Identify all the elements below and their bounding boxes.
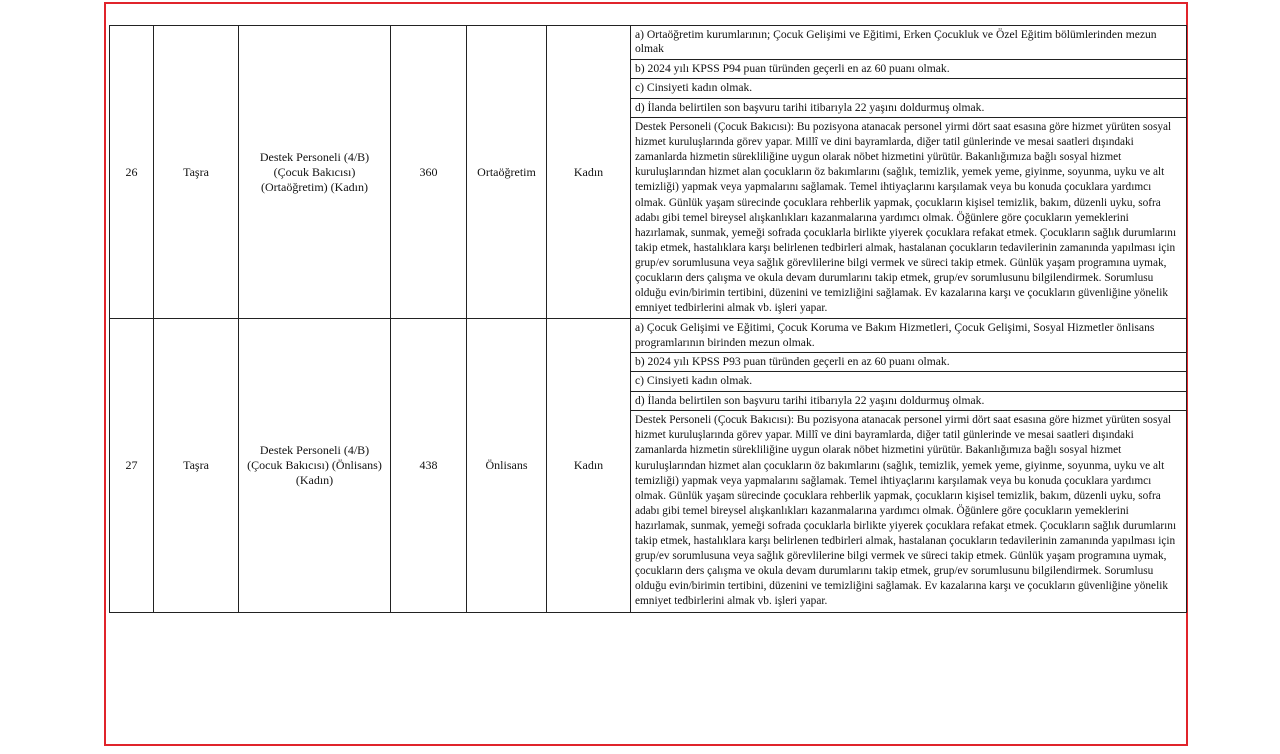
gender-cell: Kadın [547,26,631,319]
requirements-cell [631,26,1187,319]
job-description: Destek Personeli (Çocuk Bakıcısı): Bu pozisyona atanacak personel yirmi dört saat esasına göre hizmet yürüten sosyal hizmet kuruluşlarında görev yapar. Millî ve dini bayramlarda, diğer tatil günlerinde ve mesai saatleri dışındaki zamanlarda hizmetin sürekliliğine uygun olarak nöbet hizmetini yürütür. Bakanlığımıza bağlı sosyal hizmet kuruluşlarından hizmet alan çocukların öz bakımlarını (sağlık, temizlik, yemek yeme, giyinme, soyunma, uyku ve alt temizliği) yapmak veya yapmalarını sağlamak. Temel ihtiyaçlarını karşılamak veya bu konuda çocuklara yardımcı olmak. Günlük yaşam sürecinde çocuklara rehberlik yapmak, çocukların kişisel temizlik, bakım, düzenli uyku, sofra adabı gibi temel bireysel alışkanlıkları kazanmalarına yardımcı olmak. Öğünlere göre çocukların yemeklerini hazırlamak, sunmak, yemeği sofrada çocuklarla birlikte yiyerek çocuklara refakat etmek. Çocukların sağlık durumlarını takip etmek, hastalıklara karşı belirlenen tedbirleri almak, hastalanan çocukların tedavilerinin zamanında yapılması için grup/ev sorumlusuna veya sağlık görevlilerine bilgi vermek ve süreci takip etmek. Günlük yaşam programına uymak, çocukların ders çalışma ve okula devam durumlarını takip etmek, grup/ev sorumlusunu bilgilendirmek. Sorumlusu olduğu evin/birimin tertibini, düzenini ve temizliğini sağlamak. Ev kazalarına karşı ve çocukların güvenliğine yönelik emniyet tedbirlerini almak vb. işleri yapar. [635,414,1177,608]
position-title: Destek Personeli (4/B) (Çocuk Bakıcısı) (Ortaöğretim) (Kadın) [239,26,391,319]
requirement-d: d) İlanda belirtilen son başvuru tarihi itibarıyla 22 yaşını doldurmuş olmak. [631,391,1186,410]
row-number: 27 [110,319,154,612]
requirement-b: b) 2024 yılı KPSS P93 puan türünden geçerli en az 60 puanı olmak. [631,353,1186,372]
table-row [110,26,1187,319]
location-cell: Taşra [154,319,239,612]
gender-cell: Kadın [547,319,631,612]
requirements-list [631,26,1186,318]
position-title: Destek Personeli (4/B) (Çocuk Bakıcısı) (Önlisans) (Kadın) [239,319,391,612]
job-description: Destek Personeli (Çocuk Bakıcısı): Bu pozisyona atanacak personel yirmi dört saat esasına göre hizmet yürüten sosyal hizmet kuruluşlarında görev yapar. Millî ve dini bayramlarda, diğer tatil günlerinde ve mesai saatleri dışındaki zamanlarda hizmetin sürekliliğine uygun olarak nöbet hizmetini yürütür. Bakanlığımıza bağlı sosyal hizmet kuruluşlarından hizmet alan çocukların öz bakımlarını (sağlık, temizlik, yemek yeme, giyinme, soyunma, uyku ve alt temizliği) yapmak veya yapmalarını sağlamak. Temel ihtiyaçlarını karşılamak veya bu konuda çocuklara yardımcı olmak. Günlük yaşam sürecinde çocuklara rehberlik yapmak, çocukların kişisel temizlik, bakım, düzenli uyku, sofra adabı gibi temel bireysel alışkanlıkları kazanmalarına yardımcı olmak. Öğünlere göre çocukların yemeklerini hazırlamak, sunmak, yemeği sofrada çocuklarla birlikte yiyerek çocuklara refakat etmek. Çocukların sağlık durumlarını takip etmek, hastalıklara karşı belirlenen tedbirleri almak, hastalanan çocukların tedavilerinin zamanında yapılması için grup/ev sorumlusuna veya sağlık görevlilerine bilgi vermek ve süreci takip etmek. Günlük yaşam programına uymak, çocukların ders çalışma ve okula devam durumlarını takip etmek, grup/ev sorumlusunu bilgilendirmek. Sorumlusu olduğu evin/birimin tertibini, düzenini ve temizliğini sağlamak. Ev kazalarına karşı ve çocukların güvenliğine yönelik emniyet tedbirlerini almak vb. işleri yapar. [635,121,1177,315]
location-cell: Taşra [154,26,239,319]
requirement-c: c) Cinsiyeti kadın olmak. [631,372,1186,391]
requirements-list [631,319,1186,611]
requirements-cell [631,319,1187,612]
education-cell: Ortaöğretim [467,26,547,319]
positions-table [109,25,1187,613]
requirement-d: d) İlanda belirtilen son başvuru tarihi itibarıyla 22 yaşını doldurmuş olmak. [631,98,1186,117]
requirement-a: a) Ortaöğretim kurumlarının; Çocuk Gelişimi ve Eğitimi, Erken Çocukluk ve Özel Eğitim bölümlerinden mezun olmak [631,26,1186,59]
table-row [110,319,1187,612]
quota-cell: 438 [391,319,467,612]
row-number: 26 [110,26,154,319]
requirement-b: b) 2024 yılı KPSS P94 puan türünden geçerli en az 60 puanı olmak. [631,59,1186,78]
quota-cell: 360 [391,26,467,319]
requirement-c: c) Cinsiyeti kadın olmak. [631,79,1186,98]
requirement-a: a) Çocuk Gelişimi ve Eğitimi, Çocuk Koruma ve Bakım Hizmetleri, Çocuk Gelişimi, Sosyal Hizmetler önlisans programlarının birinden mezun olmak. [631,319,1186,352]
education-cell: Önlisans [467,319,547,612]
